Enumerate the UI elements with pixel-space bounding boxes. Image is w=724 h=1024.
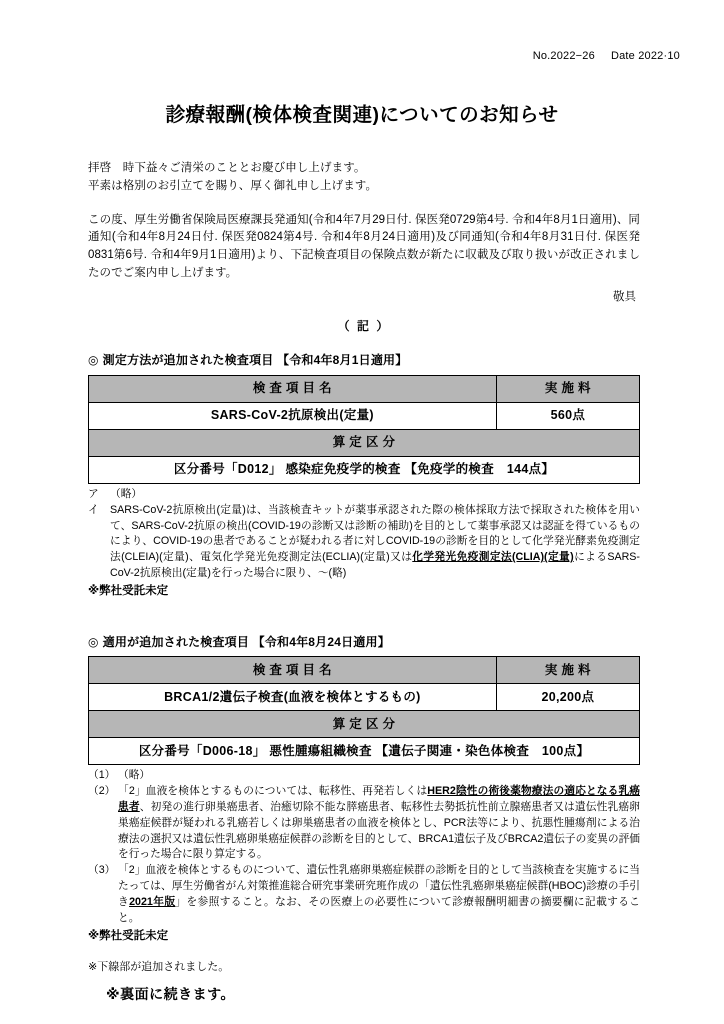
section-heading bbox=[88, 633, 640, 652]
table-row bbox=[89, 684, 640, 711]
greeting-line-2: 平素は格別のお引立てを賜り、厚く御礼申し上げます。 bbox=[88, 179, 378, 192]
note-marker: （3） bbox=[88, 864, 116, 877]
document-date: Date 2022·10 bbox=[610, 50, 680, 62]
table-row bbox=[89, 402, 640, 429]
table-division-header-row bbox=[89, 429, 640, 456]
list-item bbox=[88, 863, 640, 926]
document-number: No.2022−26 bbox=[532, 50, 595, 62]
ki-mark: （ 記 ） bbox=[337, 318, 391, 333]
greeting-block bbox=[88, 160, 640, 196]
table-division-row bbox=[89, 456, 640, 483]
cell-fee: 560点 bbox=[496, 402, 639, 429]
note-text: （略） bbox=[118, 769, 151, 782]
cell-item-name: BRCA1/2遺伝子検査(血液を検体とするもの) bbox=[89, 684, 497, 711]
table-division-header-row bbox=[89, 711, 640, 738]
page-title: 診療報酬(検体検査関連)についてのお知らせ bbox=[165, 104, 559, 126]
list-item bbox=[88, 503, 640, 582]
note-marker: イ bbox=[88, 503, 99, 516]
company-memo: ※弊社受託未定 bbox=[88, 929, 169, 942]
note-text: （略） bbox=[110, 487, 143, 500]
fee-table bbox=[88, 375, 640, 484]
section-block bbox=[88, 633, 640, 946]
list-item bbox=[88, 784, 640, 863]
note-list bbox=[88, 768, 640, 926]
column-header-fee: 実 施 料 bbox=[496, 657, 639, 684]
section-heading-text: 適用が追加された検査項目 【令和4年8月24日適用】 bbox=[102, 634, 390, 649]
document-body bbox=[88, 160, 640, 1006]
note-text: SARS-CoV-2抗原検出(定量)は、当該検査キットが薬事承認された際の検体採取方法で採取された検体を用いて、SARS-CoV-2抗原の検出(COVID-19の診断又は診断の補助)を目的として薬事承認又は認証を得ているものにより、COVID-19の患者であることが疑われる者に対しCOVID-19の診断を目的として化学発光酵素免疫測定法(CLEIA)(定量)、電気化学発光免疫測定法(ECLIA)(定量)又は化学発光免疫測定法(CLIA)(定量)によるSARS-CoV-2抗原検出(定量)を行った場合に限り、〜(略) bbox=[110, 503, 640, 580]
column-header-item-name: 検 査 項 目 名 bbox=[89, 375, 497, 402]
section-heading-text: 測定方法が追加された検査項目 【令和4年8月1日適用】 bbox=[102, 353, 408, 368]
division-value: 区分番号「D012」 感染症免疫学的検査 【免疫学的検査 144点】 bbox=[89, 456, 640, 483]
document-header bbox=[533, 48, 680, 65]
table-division-row bbox=[89, 738, 640, 765]
column-header-item-name: 検 査 項 目 名 bbox=[89, 657, 497, 684]
continued-note: ※裏面に続きます。 bbox=[106, 986, 235, 1003]
notice-paragraph: この度、厚生労働省保険局医療課長発通知(令和4年7月29日付. 保医発0729第4号. 令和4年8月1日適用)、同通知(令和4年8月24日付. 保医発0824第4号. 令和4年8月24日適用)及び同通知(令和4年8月31日付. 保医発0831第6号. 令和4年9月1日適用)より、下記検査項目の保険点数が新たに収載及び取り扱いが改正されましたのでご案内申し上げます。 bbox=[88, 213, 640, 280]
list-item bbox=[88, 487, 640, 503]
note-list bbox=[88, 487, 640, 582]
note-text: 「2」血液を検体とするものについて、遺伝性乳癌卵巣癌症候群の診断を目的として当該検査を実施するに当たっては、厚生労働省がん対策推進総合研究事業研究班作成の「遺伝性乳癌卵巣癌症候群(HBOC)診療の手引き2021年版」を参照すること。なお、その医療上の必要性について診療報酬明細書の摘要欄に記載すること。 bbox=[118, 864, 640, 924]
company-memo: ※弊社受託未定 bbox=[88, 584, 169, 597]
underline-legend: ※下線部が追加されました。 bbox=[88, 961, 230, 974]
fee-table bbox=[88, 656, 640, 765]
division-header: 算 定 区 分 bbox=[89, 429, 640, 456]
closing-salutation: 敬具 bbox=[613, 290, 636, 303]
cell-item-name: SARS-CoV-2抗原検出(定量) bbox=[89, 402, 497, 429]
table-header-row bbox=[89, 375, 640, 402]
section-bullet-icon: ◎ bbox=[88, 634, 99, 649]
note-marker: ア bbox=[88, 487, 99, 500]
note-marker: （2） bbox=[88, 785, 116, 798]
cell-fee: 20,200点 bbox=[496, 684, 639, 711]
note-text: 「2」血液を検体とするものについては、転移性、再発若しくはHER2陰性の術後薬物療法の適応となる乳癌患者、初発の進行卵巣癌患者、治癒切除不能な膵癌患者、転移性去勢抵抗性前立腺癌患者又は遺伝性乳癌卵巣癌症候群が疑われる乳癌若しくは卵巣癌患者の血液を検体とし、PCR法等により、抗悪性腫瘍剤による治療法の選択又は遺伝性乳癌卵巣癌症候群の診断を目的として、BRCA1遺伝子及びBRCA2遺伝子の変異の評価を行った場合に限り算定する。 bbox=[118, 785, 640, 861]
section-heading bbox=[88, 351, 640, 370]
division-value: 区分番号「D006-18」 悪性腫瘍組織検査 【遺伝子関連・染色体検査 100点】 bbox=[89, 738, 640, 765]
note-marker: （1） bbox=[88, 769, 116, 782]
division-header: 算 定 区 分 bbox=[89, 711, 640, 738]
list-item bbox=[88, 768, 640, 784]
section-bullet-icon: ◎ bbox=[88, 353, 99, 368]
section-block bbox=[88, 351, 640, 600]
greeting-line-1: 拝啓 時下益々ご清栄のこととお慶び申し上げます。 bbox=[88, 162, 366, 174]
column-header-fee: 実 施 料 bbox=[496, 375, 639, 402]
table-header-row bbox=[89, 657, 640, 684]
